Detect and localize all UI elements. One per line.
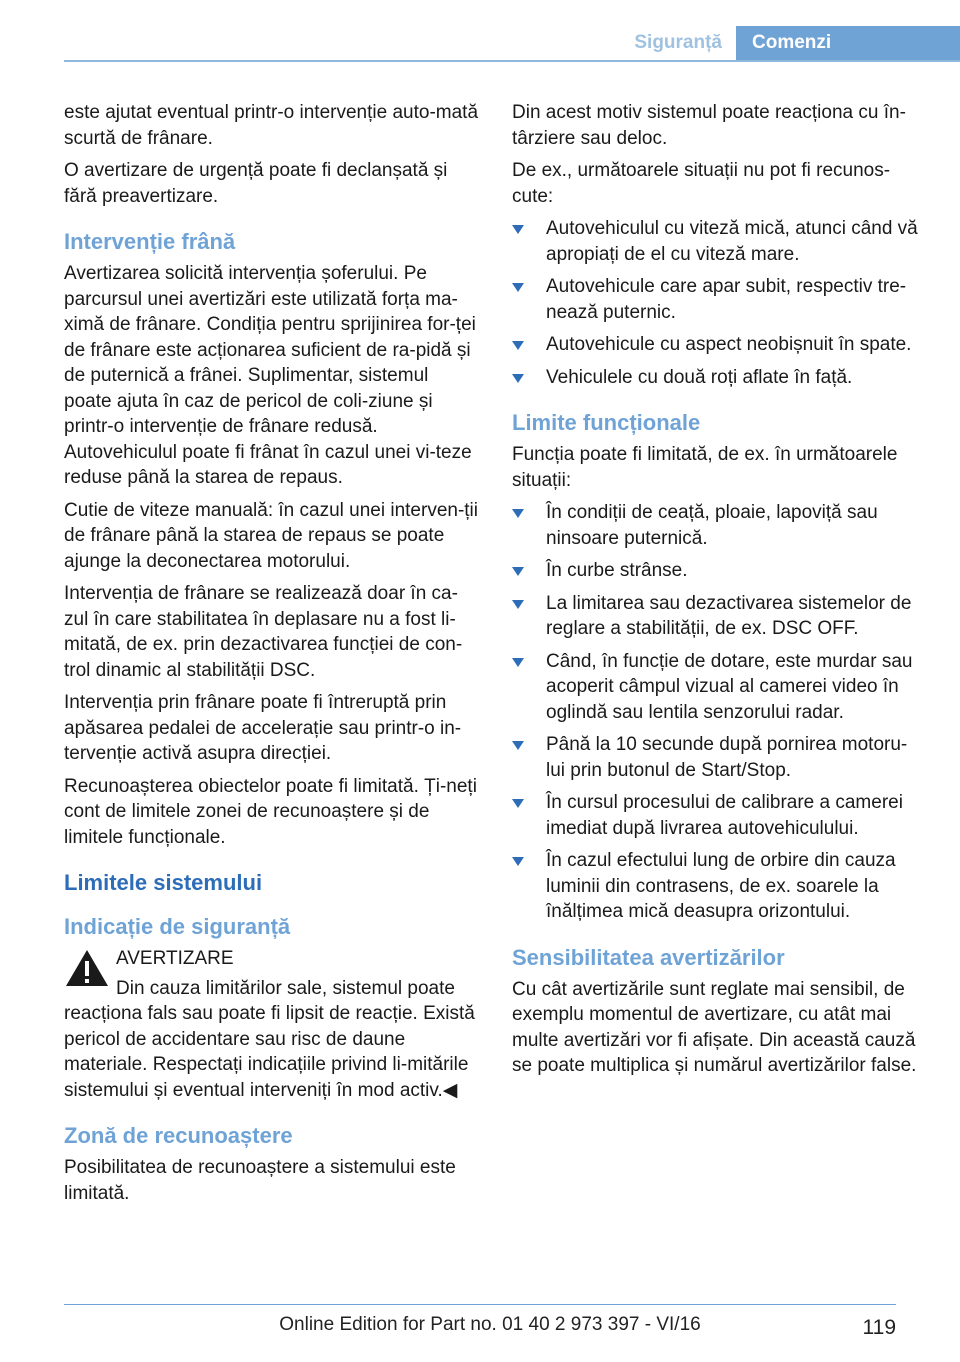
list-item: [512, 274, 926, 325]
heading-brake-intervention: Intervenție frână: [64, 229, 236, 254]
paragraph: Recunoașterea obiectelor poate fi limitată. Ți-neți cont de limitele zonei de recunoaștere și de limitele funcționale.: [64, 775, 477, 848]
list-item-text: Autovehicule cu aspect neobișnuit în spate.: [546, 334, 912, 355]
paragraph: Intervenția prin frânare poate fi întreruptă prin apăsarea pedalei de accelerație sau printr-o in-tervenție activă asupra direcției.: [64, 692, 462, 764]
header-tabs: [614, 26, 960, 62]
paragraph: este ajutat eventual printr-o intervenție auto-mată scurtă de frânare.: [64, 102, 479, 149]
paragraph: Cu cât avertizările sunt reglate mai sensibil, de exemplu momentul de avertizare, cu atât mai multe avertizări vor fi afișate. Din această cauză se poate multiplica și numărul avertizărilor false.: [512, 978, 917, 1076]
list-item: [512, 790, 926, 841]
list-item-text: În cursul procesului de calibrare a camerei imediat după livrarea autovehiculului.: [546, 792, 903, 839]
warning-box: [64, 946, 478, 1103]
list-item: [512, 558, 926, 584]
heading-warning-sensitivity: Sensibilitatea avertizărilor: [512, 944, 785, 970]
triangle-bullet-icon: [512, 799, 524, 808]
list-item-text: Vehiculele cu două roți aflate în față.: [546, 366, 853, 388]
list-item-text: În condiții de ceață, ploaie, lapoviță sau ninsoare puternică.: [546, 502, 878, 549]
triangle-bullet-icon: [512, 374, 524, 383]
list-item-text: Autovehiculul cu viteză mică, atunci când vă apropiați de el cu viteză mare.: [546, 218, 918, 265]
list-item: [512, 848, 926, 925]
functional-limits-list: [512, 500, 926, 925]
paragraph: De ex., următoarele situații nu pot fi recunos-cute:: [512, 160, 891, 207]
triangle-bullet-icon: [512, 509, 524, 518]
list-item: [512, 332, 926, 358]
list-item: [512, 591, 926, 642]
heading-detection-zone: Zonă de recunoaștere: [64, 1123, 293, 1148]
list-item: [512, 365, 926, 391]
left-column: [64, 100, 478, 1213]
right-column: [512, 100, 926, 1086]
unrecognized-situations-list: [512, 216, 926, 390]
warning-text-first: Din cauza limitărilor sale, sistemul poate: [116, 977, 455, 999]
paragraph: O avertizare de urgență poate fi declanșată și fără preavertizare.: [64, 160, 448, 207]
list-item: [512, 216, 926, 267]
paragraph: Funcția poate fi limitată, de ex. în următoarele situații:: [512, 444, 898, 491]
list-item: [512, 500, 926, 551]
paragraph: Cutie de viteze manuală: în cazul unei interven-ții de frânare până la starea de repaus se poate ajunge la deconectarea motorului.: [64, 499, 479, 572]
list-item-text: În cazul efectului lung de orbire din cauza luminii din contrasens, de ex. soarele la înălțimea mică deasupra orizontului.: [546, 850, 896, 922]
page-number: 119: [862, 1316, 896, 1339]
footer-divider: [64, 1304, 896, 1305]
warning-triangle-icon: [64, 948, 110, 988]
paragraph: Avertizarea solicită intervenția șoferului. Pe parcursul unei avertizări este utilizată forța ma-ximă de frânare. Condiția pentru sprijinirea for-ței de frânare este acționarea suficient de ra-pidă și de puternică a frânei. Suplimentar, sistemul poate ajuta în caz de pericol de coli-ziune și printr-o intervenție de frânare redusă. Autovehiculul poate fi frânat în cazul unei vi-teze reduse până la starea de repaus.: [64, 263, 476, 488]
heading-system-limits: Limitele sistemului: [64, 870, 263, 895]
warning-title: AVERTIZARE: [116, 948, 234, 969]
list-item: [512, 732, 926, 783]
heading-functional-limits: Limite funcționale: [512, 410, 701, 435]
paragraph: Din acest motiv sistemul poate reacționa cu în-târziere sau deloc.: [512, 102, 906, 149]
paragraph: Posibilitatea de recunoaștere a sistemului este limitată.: [64, 1157, 456, 1204]
list-item-text: Autovehicule care apar subit, respectiv tre-nează puternic.: [546, 276, 907, 323]
list-item-text: Până la 10 secunde după pornirea motoru-lui prin butonul de Start/Stop.: [546, 734, 908, 781]
triangle-bullet-icon: [512, 567, 524, 576]
tab-chapter[interactable]: Comenzi: [736, 26, 960, 62]
heading-safety-note: Indicație de siguranță: [64, 914, 291, 939]
triangle-bullet-icon: [512, 600, 524, 609]
triangle-bullet-icon: [512, 283, 524, 292]
paragraph: Intervenția de frânare se realizează doar în ca-zul în care stabilitatea în deplasare nu a fost li-mitată, de ex. prin dezactivarea funcției de con-trol dinamic al stabilității DSC.: [64, 583, 463, 681]
triangle-bullet-icon: [512, 341, 524, 350]
list-item-text: Când, în funcție de dotare, este murdar sau acoperit câmpul vizual al camerei video în oglindă sau lentila senzorului radar.: [546, 650, 913, 723]
triangle-bullet-icon: [512, 857, 524, 866]
triangle-bullet-icon: [512, 741, 524, 750]
warning-text: reacționa fals sau poate fi lipsit de reacție. Există pericol de accidentare sau risc de daune materiale. Respectați indicațiile privind li-mitările sistemului și eventual interveniți în mod activ.◀: [64, 1003, 475, 1101]
header-divider: [64, 60, 960, 62]
tab-section[interactable]: Siguranță: [634, 32, 722, 53]
triangle-bullet-icon: [512, 658, 524, 667]
list-item: [512, 649, 926, 726]
list-item-text: La limitarea sau dezactivarea sistemelor de reglare a stabilității, de ex. DSC OFF.: [546, 592, 912, 639]
list-item-text: În curbe strânse.: [546, 560, 688, 581]
triangle-bullet-icon: [512, 225, 524, 234]
footer-edition: Online Edition for Part no. 01 40 2 973 397 - VI/16: [279, 1314, 701, 1335]
